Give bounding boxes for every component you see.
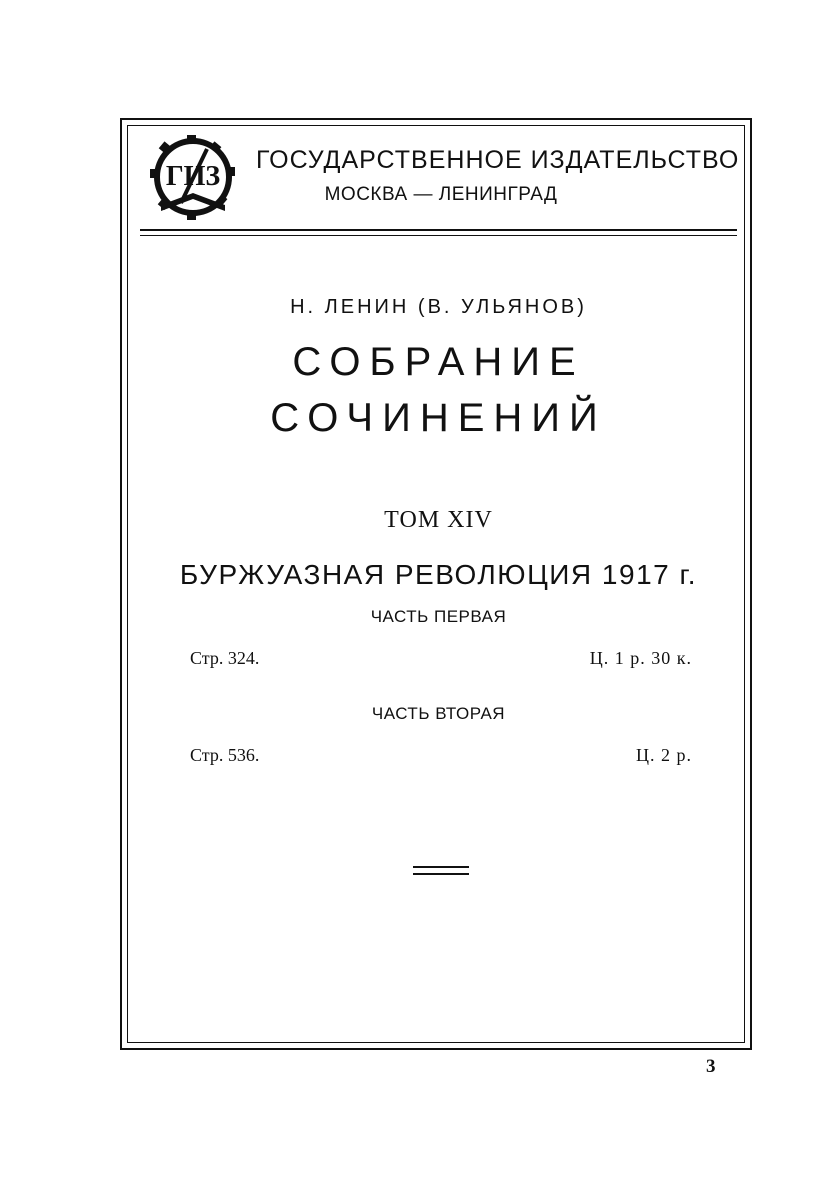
page-number: 3 xyxy=(706,1056,716,1077)
part-2-pages: Стр. 536. xyxy=(190,745,260,765)
gosizdat-logo-icon xyxy=(147,133,239,223)
part-1-pages: Стр. 324. xyxy=(190,648,260,668)
part-1-label: ЧАСТЬ ПЕРВАЯ xyxy=(370,607,507,626)
volume-number: ТОМ XIV xyxy=(384,507,493,533)
header-rule-bottom xyxy=(140,235,737,236)
closing-rule-top xyxy=(413,866,469,868)
header-rule-top xyxy=(140,229,737,231)
part-2-price: Ц. 2 р. xyxy=(636,745,692,765)
closing-rule-bottom xyxy=(413,873,469,875)
book-subtitle: БУРЖУАЗНАЯ РЕВОЛЮЦИЯ 1917 г. xyxy=(179,559,698,590)
part-2-label: ЧАСТЬ ВТОРАЯ xyxy=(371,704,506,723)
publisher-name: ГОСУДАРСТВЕННОЕ ИЗДАТЕЛЬСТВО xyxy=(256,146,740,174)
title-line-1: СОБРАНИЕ xyxy=(292,340,585,384)
author-name: Н. ЛЕНИН (В. УЛЬЯНОВ) xyxy=(290,296,587,318)
publisher-cities: МОСКВА — ЛЕНИНГРАД xyxy=(324,184,558,205)
part-1-price: Ц. 1 р. 30 к. xyxy=(589,648,692,668)
title-line-2: СОЧИНЕНИЙ xyxy=(270,396,607,440)
logo-text: ГИЗ xyxy=(165,161,221,192)
